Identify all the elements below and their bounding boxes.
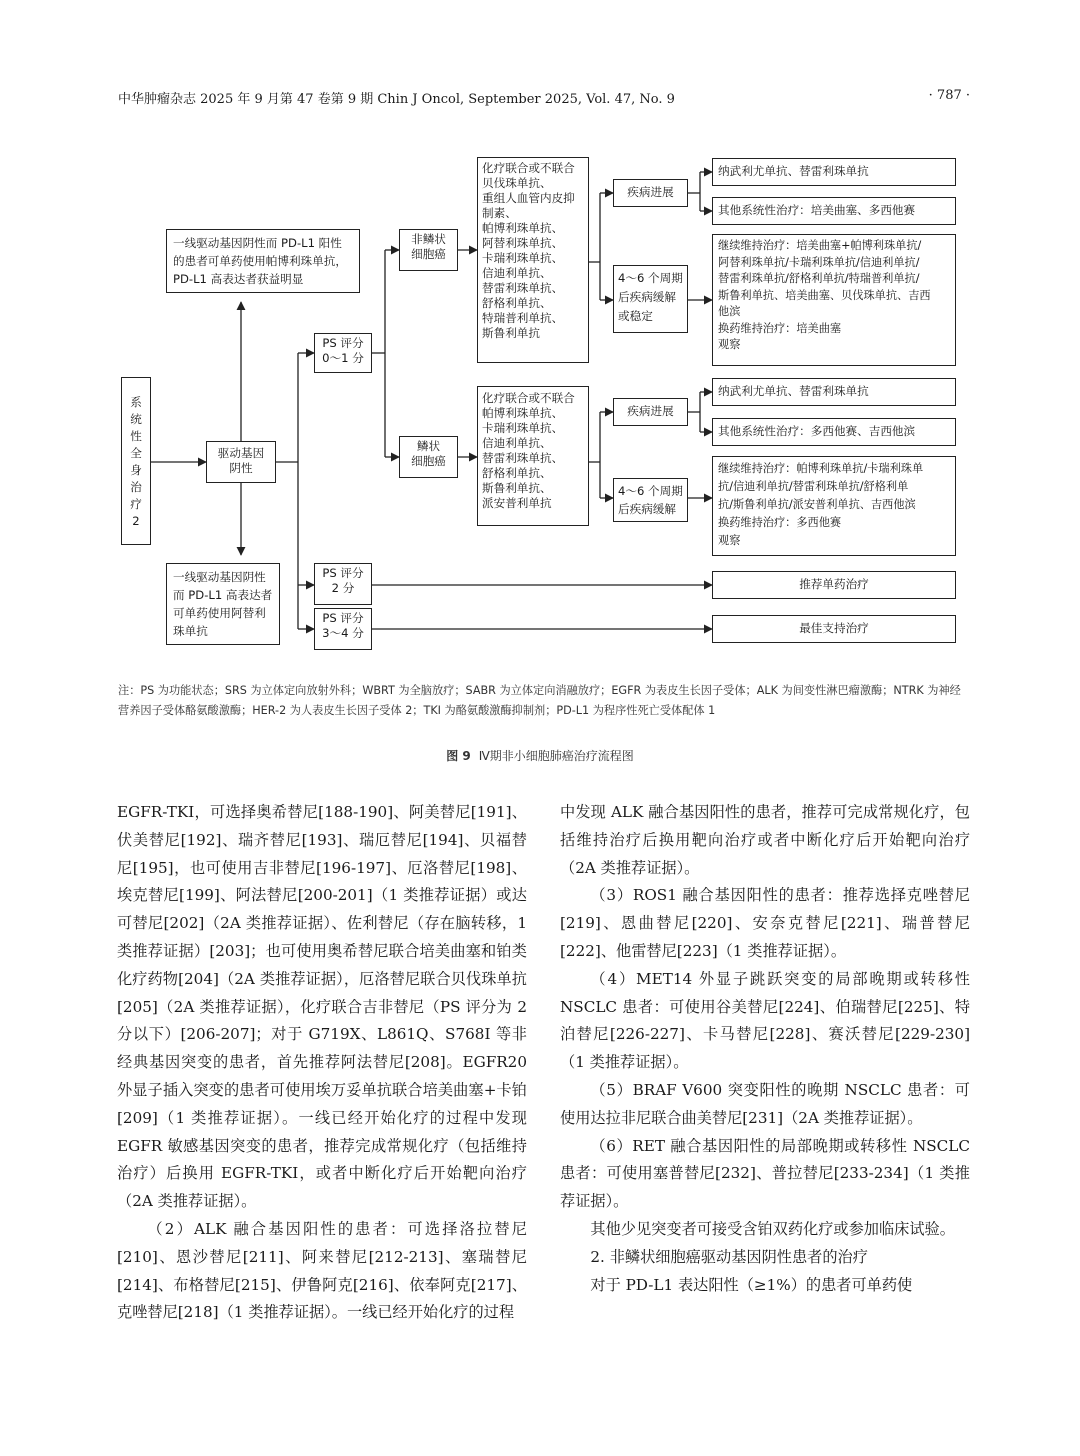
squamous-regimen-box: 化疗联合或不联合 帕博利珠单抗、 卡瑞利珠单抗、 信迪利单抗、 替雷利珠单抗、 舒格利单抗、 斯鲁利单抗、 派安普利单抗 — [477, 386, 589, 526]
sq-maintenance-box: 继续维持治疗：帕博利珠单抗/卡瑞利珠单 抗/信迪利单抗/替雷利珠单抗/舒格利单 抗/斯鲁利单抗/派安普利单抗、吉西他滨 换药维持治疗：多西他赛 观察 — [712, 456, 956, 556]
best-support-box: 最佳支持治疗 — [712, 615, 956, 643]
nonsquamous-box: 非鳞状 细胞癌 — [399, 229, 458, 271]
paragraph: （5）BRAF V600 突变阳性的晚期 NSCLC 患者：可使用达拉非尼联合曲美替尼[231]（2A 类推荐证据）。 — [560, 1080, 970, 1127]
paragraph: （2）ALK 融合基因阳性的患者：可选择洛拉替尼[210]、恩沙替尼[211]、阿来替尼[212-213]、塞瑞替尼[214]、布格替尼[215]、伊鲁阿克[216]、依奉阿克[217]、克唑替尼[218]（1 类推荐证据）。一线已经开始化疗的过程 — [117, 1219, 527, 1322]
figure-caption — [0, 747, 1080, 764]
paragraph: 中发现 ALK 融合基因阳性的患者，推荐可完成常规化疗，包括维持治疗后换用靶向治疗或者中断化疗后开始靶向治疗（2A 类推荐证据）。 — [560, 803, 970, 877]
right-column — [560, 799, 970, 1299]
ps-0-1-box: PS 评分 0～1 分 — [314, 333, 372, 373]
page-number: · 787 · — [928, 88, 970, 103]
paragraph: （3）ROS1 融合基因阳性的患者：推荐选择克唑替尼[219]、恩曲替尼[220]、安奈克替尼[221]、瑞普替尼[222]、他雷替尼[223]（1 类推荐证据）。 — [560, 886, 970, 960]
driver-negative-box: 驱动基因阴性 — [206, 441, 276, 483]
left-column — [117, 799, 527, 1327]
ps-2-box: PS 评分 2 分 — [314, 563, 372, 605]
nonsq-progression-option-2: 其他系统性治疗：培美曲塞、多西他赛 — [712, 197, 956, 225]
systemic-therapy-box: 系 统 性 全 身 治 疗 2 — [121, 377, 151, 545]
section-heading: 2. 非鳞状细胞癌驱动基因阴性患者的治疗 — [590, 1247, 868, 1266]
sq-progression-option-1: 纳武利尤单抗、替雷利珠单抗 — [712, 378, 956, 406]
paragraph: （6）RET 融合基因阳性的局部晚期或转移性 NSCLC 患者：可使用塞普替尼[232]、普拉替尼[233-234]（1 类推荐证据）。 — [560, 1136, 970, 1211]
nonsq-progression-box: 疾病进展 — [613, 179, 688, 207]
paragraph: 对于 PD-L1 表达阳性（≥1%）的患者可单药使 — [590, 1275, 913, 1294]
figure-title: Ⅳ期非小细胞肺癌治疗流程图 — [478, 749, 634, 763]
nonsquamous-regimen-box: 化疗联合或不联合 贝伐珠单抗、 重组人血管内皮抑 制素、 帕博利珠单抗、 阿替利珠单抗、 卡瑞利珠单抗、 信迪利单抗、 替雷利珠单抗、 舒格利单抗、 特瑞普利单抗、 斯鲁利单抗 — [477, 157, 589, 363]
figure-label: 图 9 — [446, 749, 471, 763]
nonsq-progression-option-1: 纳武利尤单抗、替雷利珠单抗 — [712, 158, 956, 186]
paragraph: （4）MET14 外显子跳跃突变的局部晚期或转移性 NSCLC 患者：可使用谷美替尼[224]、伯瑞替尼[225]、特泊替尼[226-227]、卡马替尼[228]、赛沃替尼[229-230]（1 类推荐证据）。 — [560, 969, 970, 1072]
sq-progression-box: 疾病进展 — [613, 398, 688, 426]
paragraph: 其他少见突变者可接受含铂双药化疗或参加临床试验。 — [590, 1219, 955, 1238]
ps-3-4-box: PS 评分 3～4 分 — [314, 608, 372, 650]
journal-header: 中华肿瘤杂志 2025 年 9 月第 47 卷第 9 期 Chin J Oncol, September 2025, Vol. 47, No. 9 — [118, 92, 675, 107]
figure-note: 注：PS 为功能状态；SRS 为立体定向放射外科；WBRT 为全脑放疗；SABR 为立体定向消融放疗；EGFR 为表皮生长因子受体；ALK 为间变性淋巴瘤激酶；NTRK 为神经营养因子受体酪氨酸激酶；HER-2 为人表皮生长因子受体 2；TKI 为酪氨酸激酶抑制剂；PD-L1 为程序性死亡受体配体 1 — [118, 684, 961, 717]
pdl1-positive-note-box: 一线驱动基因阴性而 PD-L1 阳性的患者可单药使用帕博利珠单抗，PD-L1 高表达者获益明显 — [166, 229, 360, 293]
nonsq-maintenance-box: 继续维持治疗：培美曲塞+帕博利珠单抗/ 阿替利珠单抗/卡瑞利珠单抗/信迪利单抗/ 替雷利珠单抗/舒格利单抗/特瑞普利单抗/ 斯鲁利单抗、培美曲塞、贝伐珠单抗、吉西 他滨 换药维持治疗：培美曲塞 观察 — [712, 234, 956, 366]
pdl1-high-note-box: 一线驱动基因阴性而 PD-L1 高表达者可单药使用阿替利珠单抗 — [166, 563, 280, 645]
sq-remission-box: 4～6 个周期 后疾病缓解 — [613, 478, 688, 522]
paragraph: EGFR-TKI，可选择奥希替尼[188-190]、阿美替尼[191]、伏美替尼[192]、瑞齐替尼[193]、瑞厄替尼[194]、贝福替尼[195]，也可使用吉非替尼[196-197]、厄洛替尼[198]、埃克替尼[199]、阿法替尼[200-201]（1 类推荐证据）或达可替尼[202]（2A 类推荐证据）、佐利替尼（存在脑转移，1 类推荐证据）[203]；也可使用奥希替尼联合培美曲塞和铂类化疗药物[204]（2A 类推荐证据），厄洛替尼联合贝伐珠单抗[205]（2A 类推荐证据），化疗联合吉非替尼（PS 评分为 2 分以下）[206-207]；对于 G719X、L861Q、S768I 等非经典基因突变的患者，首先推荐阿法替尼[208]。EGFR20 外显子插入突变的患者可使用埃万妥单抗联合培美曲塞+卡铂[209]（1 类推荐证据）。一线已经开始化疗的过程中发现 EGFR 敏感基因突变的患者，推荐完成常规化疗（包括维持治疗）后换用 EGFR-TKI，或者中断化疗后开始靶向治疗（2A 类推荐证据）。 — [117, 803, 527, 1211]
nonsq-remission-box: 4～6 个周期 后疾病缓解 或稳定 — [613, 265, 688, 333]
sq-progression-option-2: 其他系统性治疗：多西他赛、吉西他滨 — [712, 418, 956, 446]
squamous-box: 鳞状 细胞癌 — [399, 436, 458, 478]
single-agent-box: 推荐单药治疗 — [712, 571, 956, 599]
